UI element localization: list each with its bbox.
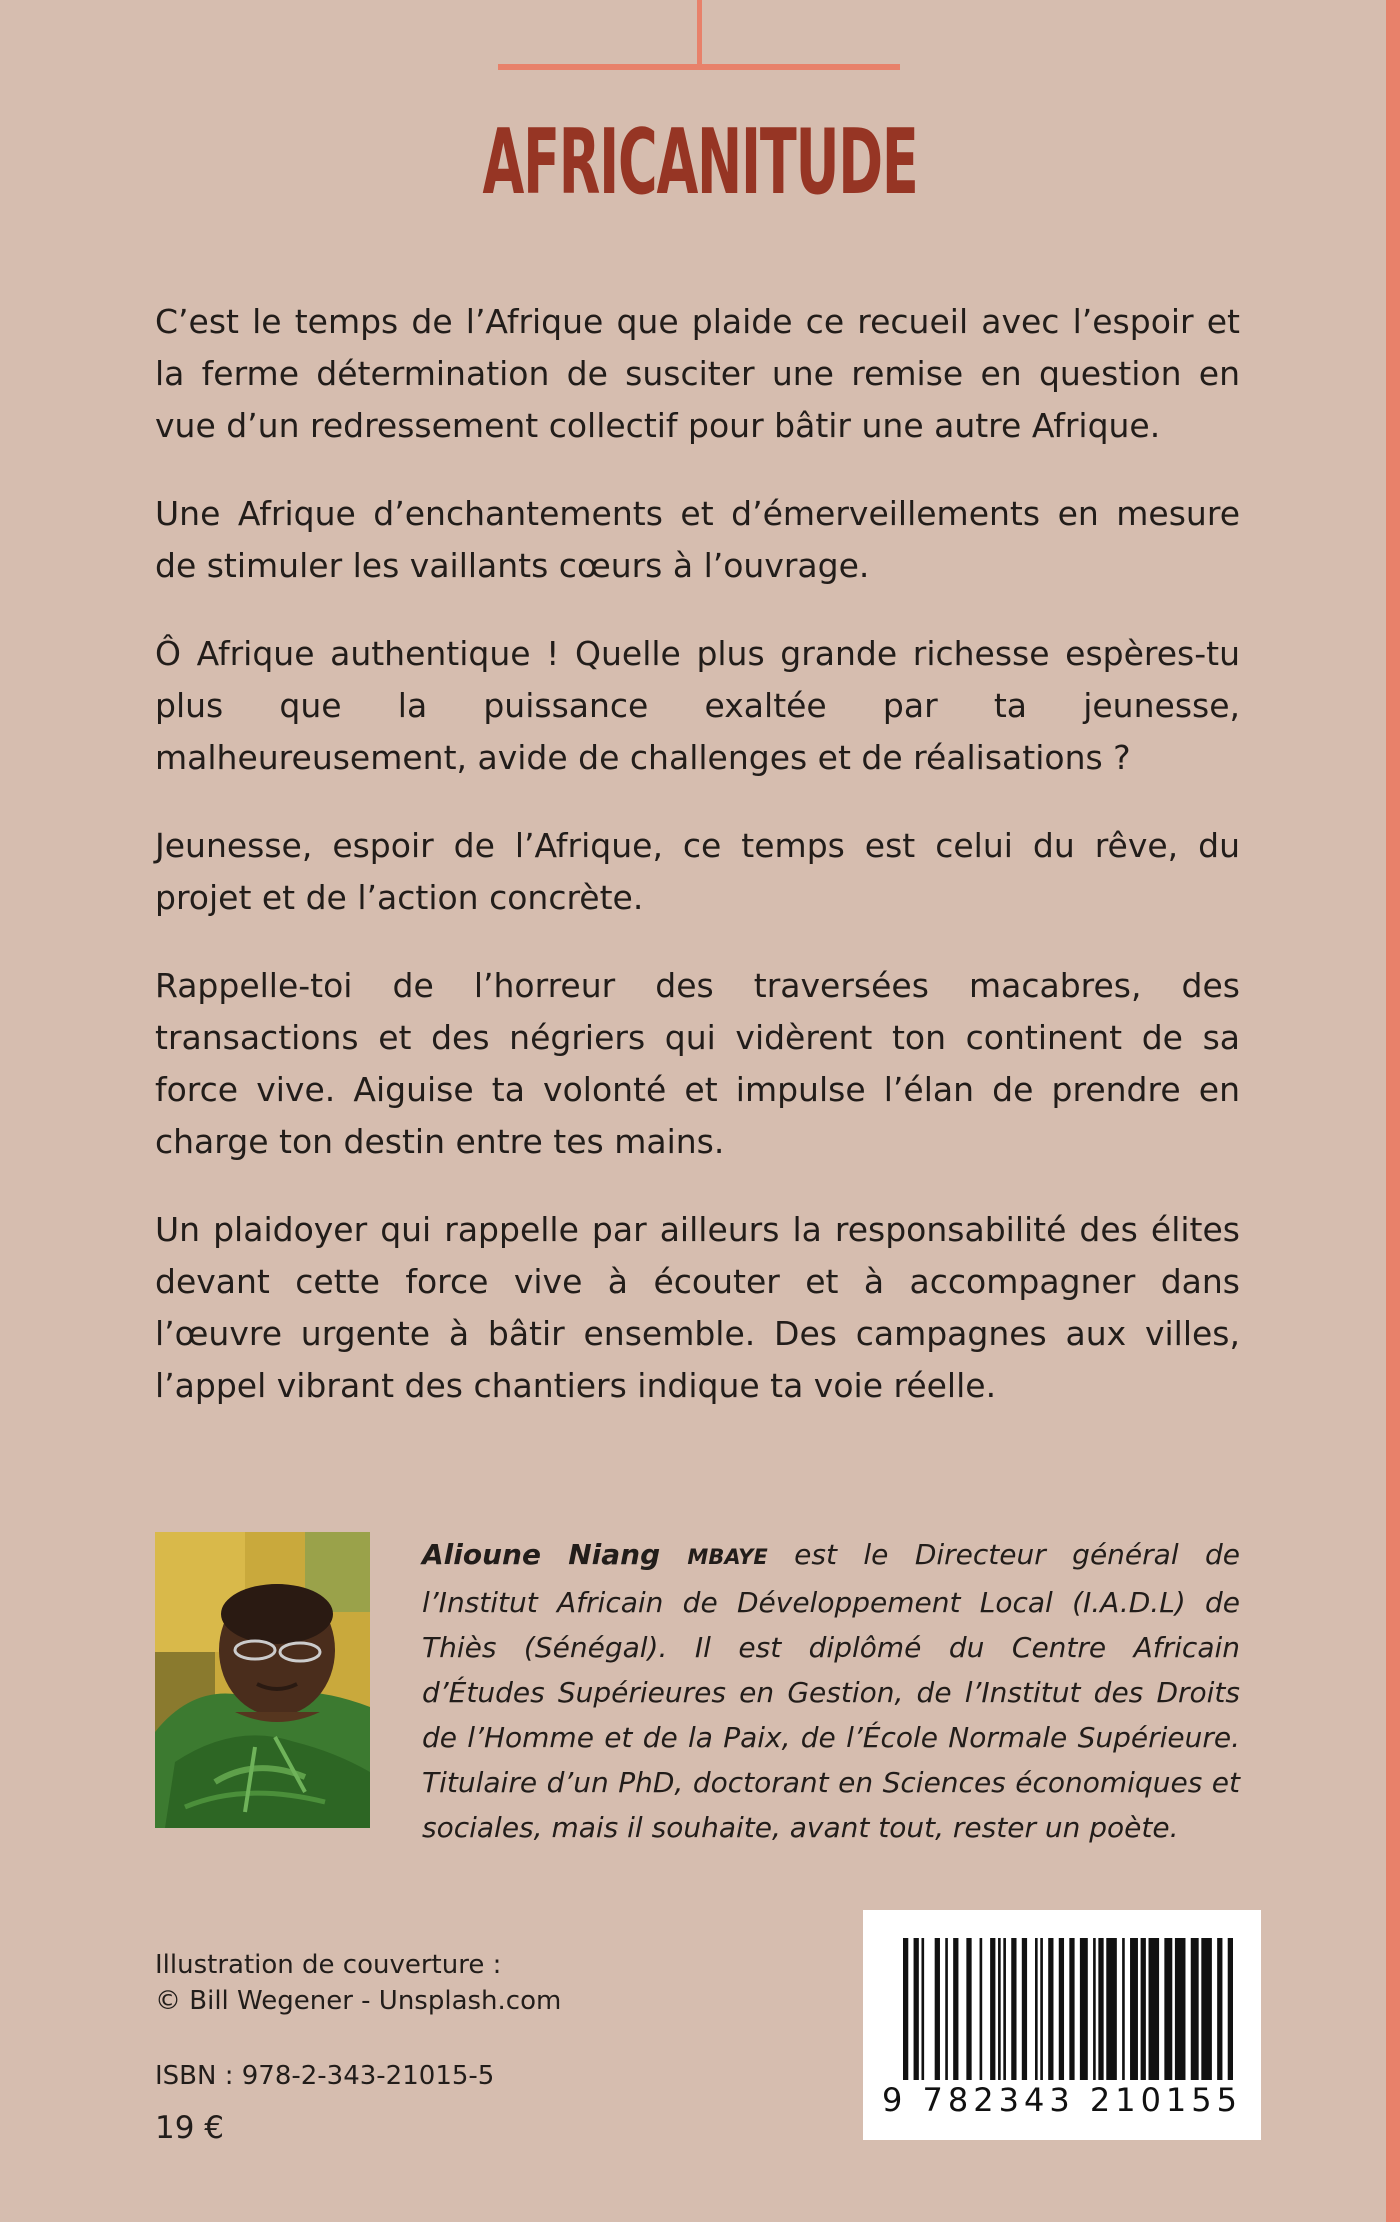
isbn-number: ISBN : 978-2-343-21015-5 xyxy=(155,2061,495,2091)
barcode-bar xyxy=(1228,1938,1233,2080)
barcode-bar xyxy=(966,1938,971,2080)
barcode-bar xyxy=(998,1938,1001,2080)
book-price: 19 € xyxy=(155,2110,225,2146)
barcode-bar xyxy=(1035,1938,1038,2080)
barcode-bar xyxy=(914,1938,919,2080)
author-bio-text: est le Directeur général de l’Institut Africain de Développement Local (I.A.D.L) de Thiès (Sénégal). Il est diplômé du Centre Africain d’Études Supérieures en Gestion, de l’Institut des Droits de l’Homme et de la Paix, de l’École Normale Supérieure. Titulaire d’un PhD, doctorant en Sciences économiques et sociales, mais il souhaite, avant tout, rester un poète. xyxy=(422,1538,1241,1844)
barcode-bar xyxy=(990,1938,995,2080)
barcode-bar xyxy=(1191,1938,1199,2080)
cover-edge-stripe xyxy=(1386,0,1400,2222)
blurb-paragraph: Jeunesse, espoir de l’Afrique, ce temps est celui du rêve, du projet et de l’action concrète. xyxy=(155,826,1240,917)
title-ornament-horizontal xyxy=(498,64,900,70)
book-title: AFRICANITUDE xyxy=(482,110,918,215)
barcode-bar xyxy=(1106,1938,1117,2080)
barcode-bar xyxy=(953,1938,958,2080)
barcode-bar xyxy=(1164,1938,1172,2080)
barcode-digits: 9 782343 210155 xyxy=(881,2081,1242,2119)
author-name xyxy=(422,1538,768,1571)
barcode-bar xyxy=(1201,1938,1212,2080)
author-portrait xyxy=(155,1532,370,1828)
barcode-bar xyxy=(1098,1938,1103,2080)
barcode-bar xyxy=(1093,1938,1096,2080)
barcode-bar xyxy=(1130,1938,1138,2080)
title-ornament-vertical xyxy=(697,0,702,66)
blurb-paragraph: Ô Afrique authentique ! Quelle plus grande richesse espères-tu plus que la puissance exaltée par ta jeunesse, malheureusement, avide de challenges et de réalisations ? xyxy=(155,634,1240,777)
barcode-bar xyxy=(935,1938,940,2080)
barcode-bar xyxy=(903,1938,908,2080)
back-cover-blurb xyxy=(155,296,1240,1448)
barcode-bar xyxy=(921,1938,924,2080)
blurb-paragraph: Une Afrique d’enchantements et d’émerveillements en mesure de stimuler les vaillants cœurs à l’ouvrage. xyxy=(155,494,1240,585)
barcode-bar xyxy=(1217,1938,1222,2080)
barcode-bar xyxy=(945,1938,948,2080)
author-first-names: Alioune Niang xyxy=(422,1538,661,1571)
barcode-bar xyxy=(1003,1938,1006,2080)
blurb-paragraph: Un plaidoyer qui rappelle par ailleurs la responsabilité des élites devant cette force vive à écouter et à accompagner dans l’œuvre urgente à bâtir ensemble. Des campagnes aux villes, l’appel vibrant des chantiers indique ta voie réelle. xyxy=(155,1210,1240,1405)
blurb-paragraph: C’est le temps de l’Afrique que plaide ce recueil avec l’espoir et la ferme détermination de susciter une remise en question en vue d’un redressement collectif pour bâtir une autre Afrique. xyxy=(155,302,1240,445)
barcode xyxy=(863,1910,1261,2140)
cover-credits xyxy=(155,1947,561,2019)
barcode-bar xyxy=(1080,1938,1088,2080)
author-surname: MBAYE xyxy=(687,1545,768,1569)
author-photo xyxy=(155,1532,370,1828)
credits-value: © Bill Wegener - Unsplash.com xyxy=(155,1986,562,2016)
blurb-paragraph: Rappelle-toi de l’horreur des traversées macabres, des transactions et des négriers qui vidèrent ton continent de sa force vive. Aiguise ta volonté et impulse l’élan de prendre en charge ton destin entre tes mains. xyxy=(155,966,1240,1161)
barcode-bar xyxy=(1141,1938,1146,2080)
barcode-bar xyxy=(1022,1938,1027,2080)
barcode-bar xyxy=(1069,1938,1074,2080)
barcode-bar xyxy=(1040,1938,1043,2080)
barcode-bar xyxy=(1048,1938,1053,2080)
barcode-bar xyxy=(980,1938,983,2080)
author-bio xyxy=(422,1532,1240,1850)
barcode-bar xyxy=(1175,1938,1186,2080)
barcode-bar xyxy=(1122,1938,1125,2080)
barcode-bar xyxy=(1011,1938,1016,2080)
barcode-bar xyxy=(1149,1938,1160,2080)
credits-label: Illustration de couverture : xyxy=(155,1950,502,1980)
barcode-bar xyxy=(1059,1938,1064,2080)
